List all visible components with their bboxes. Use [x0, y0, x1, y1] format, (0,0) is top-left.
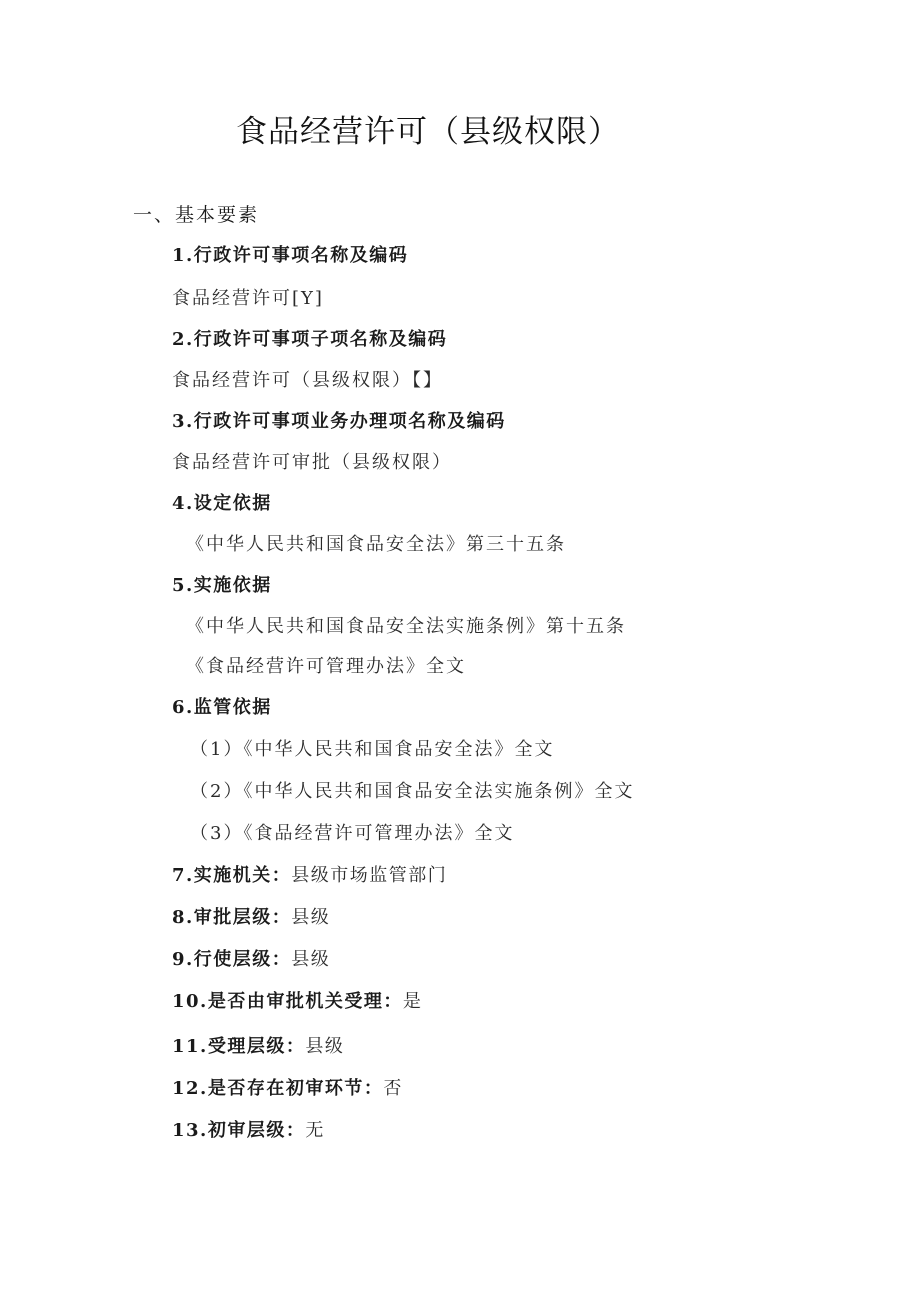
item-12	[172, 1074, 403, 1100]
item-5-value-2: 《食品经营许可管理办法》全文	[186, 656, 466, 677]
item-13-value: 无	[305, 1120, 325, 1141]
section-heading: 一、基本要素	[133, 204, 260, 226]
item-4-value: 《中华人民共和国食品安全法》第三十五条	[186, 534, 566, 555]
item-11-value: 县级	[305, 1036, 345, 1057]
item-1-value: 食品经营许可[Y]	[172, 288, 324, 309]
item-8	[172, 903, 330, 929]
item-6-label: 6.监管依据	[172, 697, 272, 718]
item-7-value: 县级市场监管部门	[291, 865, 448, 886]
item-13-key: 13.初审层级：	[172, 1120, 306, 1141]
item-10-value: 是	[402, 991, 423, 1012]
item-5-label: 5.实施依据	[172, 575, 272, 596]
item-2-value: 食品经营许可（县级权限）【】	[172, 370, 443, 391]
item-7	[172, 861, 447, 887]
document-title: 食品经营许可（县级权限）	[236, 114, 620, 150]
item-6-value-1: （1）《中华人民共和国食品安全法》全文	[190, 739, 555, 760]
item-6-value-2: （2）《中华人民共和国食品安全法实施条例》全文	[190, 781, 635, 802]
item-7-key: 7.实施机关：	[172, 865, 292, 886]
item-3-label: 3.行政许可事项业务办理项名称及编码	[172, 411, 506, 432]
item-6-value-3: （3）《食品经营许可管理办法》全文	[190, 823, 515, 844]
item-1-label: 1.行政许可事项名称及编码	[172, 245, 409, 266]
item-9-key: 9.行使层级：	[172, 949, 292, 970]
item-10	[172, 987, 422, 1013]
item-11	[172, 1032, 344, 1058]
item-8-key: 8.审批层级：	[172, 907, 292, 928]
item-11-key: 11.受理层级：	[172, 1036, 306, 1057]
item-4-label: 4.设定依据	[172, 493, 272, 514]
item-12-key: 12.是否存在初审环节：	[172, 1078, 384, 1099]
item-5-value-1: 《中华人民共和国食品安全法实施条例》第十五条	[186, 616, 626, 637]
item-3-value: 食品经营许可审批（县级权限）	[172, 452, 452, 473]
item-13	[172, 1116, 325, 1142]
item-9	[172, 945, 330, 971]
item-8-value: 县级	[291, 907, 331, 928]
item-2-label: 2.行政许可事项子项名称及编码	[172, 329, 448, 350]
item-10-key: 10.是否由审批机关受理：	[172, 991, 403, 1012]
item-9-value: 县级	[291, 949, 331, 970]
item-12-value: 否	[383, 1078, 403, 1099]
